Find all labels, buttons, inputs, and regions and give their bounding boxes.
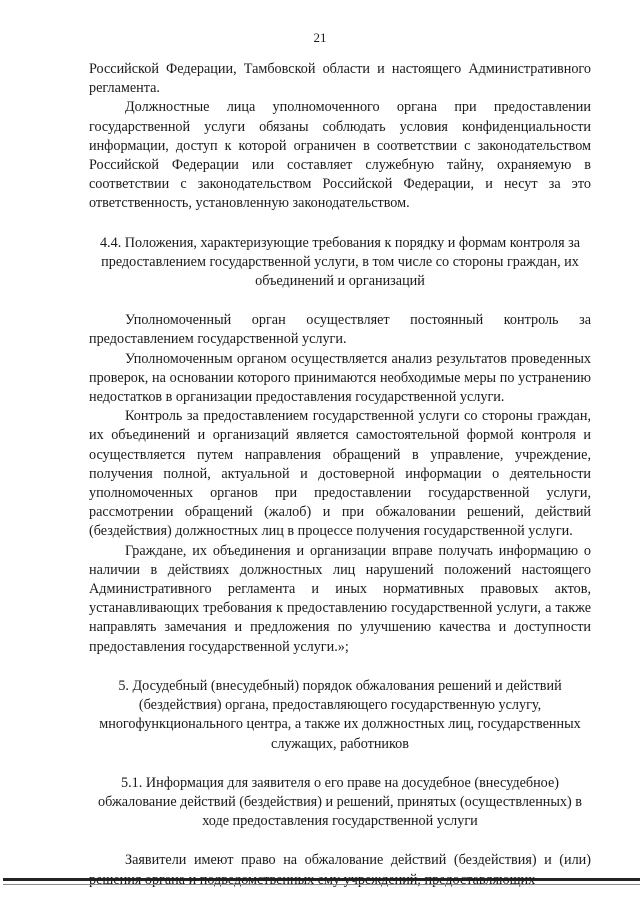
page-number: 21	[313, 30, 327, 45]
paragraph-citizen-rights: Граждане, их объединения и организации вправе получать информацию о наличии в действиях должностных лиц нарушений положений настоящего Административного регламента и иных нормативных правовых актов, устанавливающих требования к предоставлению государственной услуги, а также направлять замечания и предложения по улучшению качества и доступности предоставления государственной услуги.»;	[89, 542, 591, 655]
paragraph-constant-control: Уполномоченный орган осуществляет постоянный контроль за предоставлением государственной услуги.	[89, 312, 591, 348]
section-heading-5: 5. Досудебный (внесудебный) порядок обжалования решений и действий (бездействия) органа, предоставляющего государственную услугу, многофункционального центра, а также их должностных лиц, государственных служащих, работников	[99, 677, 581, 752]
paragraph-appeal-right: Заявители имеют право на обжалование действий (бездействия) и (или)	[125, 852, 591, 869]
paragraph-citizen-control: Контроль за предоставлением государственной услуги со стороны граждан, их объединений и организаций является самостоятельной формой контроля и осуществляется путем направления обращений в управление, учреждение, получения полной, актуальной и достоверной информации о деятельности уполномоченных органов при предоставлении государственной услуги, рассмотрении обращений (жалоб) и при обжаловании решений, действий (бездействия) должностных лиц в процессе получения государственной услуги.	[89, 408, 591, 540]
scan-edge-line	[3, 878, 640, 881]
scan-edge-line-secondary	[3, 884, 640, 885]
paragraph-analysis: Уполномоченным органом осуществляется анализ результатов проведенных проверок, на основании которого принимаются необходимые меры по устранению недостатков в организации предоставления государственной услуги.	[89, 350, 591, 406]
paragraph-continuation: Российской Федерации, Тамбовской области и настоящего Административного регламента.	[89, 61, 591, 97]
paragraph-confidentiality: Должностные лица уполномоченного органа при предоставлении государственной услуги обязаны соблюдать условия конфиденциальности информации, доступ к которой ограничен в соответствии с законодательством Российской Федерации или составляет служебную тайну, охраняемую в соответствии с законодательством Российской Федерации, и несут за это ответственность, установленную законодательством.	[89, 99, 591, 212]
section-heading-4-4: 4.4. Положения, характеризующие требования к порядку и формам контроля за предоставлением государственной услуги, в том числе со стороны граждан, их объединений и организаций	[99, 234, 581, 290]
section-heading-5-1: 5.1. Информация для заявителя о его праве на досудебное (внесудебное) обжалование действий (бездействия) и решений, принятых (осуществленных) в ходе предоставления государственной услуги	[97, 774, 582, 830]
document-body	[89, 60, 591, 890]
